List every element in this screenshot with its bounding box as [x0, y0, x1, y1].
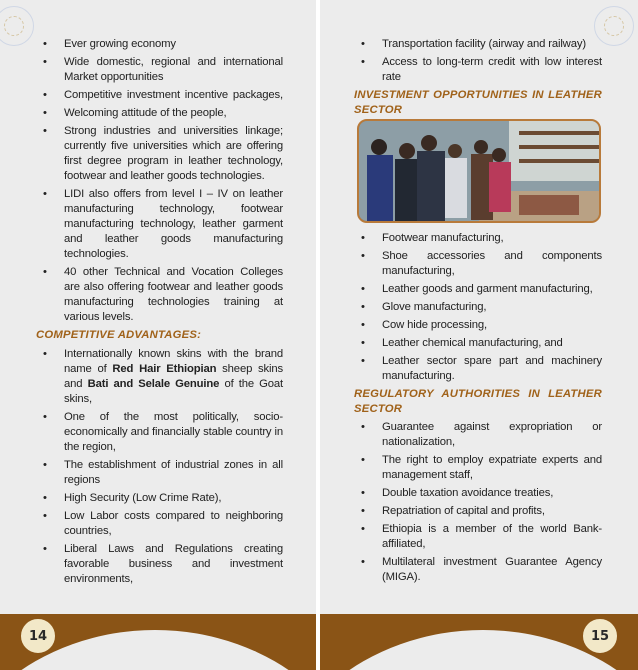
bullet-icon: •	[43, 38, 47, 50]
bullet-icon: •	[361, 556, 365, 568]
list-item: • Access to long-term credit with low interest rate	[361, 56, 602, 83]
list-item: • Guarantee against expropriation or nationalization,	[361, 421, 602, 448]
bullet-icon: •	[361, 421, 365, 433]
bullet-icon: •	[361, 319, 365, 331]
right-column-bottom	[356, 231, 602, 588]
right-page	[320, 0, 638, 670]
right-column-top	[356, 37, 602, 118]
list-item: • LIDI also offers from level I – IV on leather manufacturing technology, footwear manufacturing technology, leather garment and leather goods manufacturing technologies.	[43, 188, 283, 260]
bullet-icon: •	[361, 454, 365, 466]
bullet-icon: •	[361, 337, 365, 349]
list-item: • Low Labor costs compared to neighboring countries,	[43, 510, 283, 537]
bullet-icon: •	[43, 125, 47, 137]
opportunities-list	[356, 231, 602, 384]
bullet-icon: •	[43, 459, 47, 471]
bullet-icon: •	[361, 232, 365, 244]
bullet-icon: •	[43, 266, 47, 278]
page-number: 14	[18, 616, 58, 656]
list-item: • Leather sector spare part and machinery manufacturing.	[361, 355, 602, 382]
bullet-icon: •	[361, 38, 365, 50]
list-item: • Cow hide processing,	[361, 319, 488, 331]
list-item: • Competitive investment incentive packages,	[43, 89, 283, 101]
competitive-advantages-heading: COMPETITIVE ADVANTAGES:	[36, 329, 202, 341]
list-item: • Glove manufacturing,	[361, 301, 487, 313]
bullet-icon: •	[361, 301, 365, 313]
emblem-watermark-icon	[0, 6, 34, 46]
list-item: • Leather goods and garment manufacturing,	[361, 283, 593, 295]
list-item: • Liberal Laws and Regulations creating favorable business and investment environments,	[43, 543, 283, 585]
list-item: • Wide domestic, regional and international Market opportunities	[43, 56, 283, 83]
exhibition-photo-illustration	[359, 121, 601, 223]
list-item: • One of the most politically, socio-economically and financially stable country in the region,	[43, 411, 283, 453]
list-item: • The establishment of industrial zones in all regions	[43, 459, 283, 486]
bullet-icon: •	[43, 411, 47, 423]
brand-name: Bati and Selale Genuine	[87, 378, 220, 390]
list-item: • Footwear manufacturing,	[361, 232, 504, 244]
list-item: • Leather chemical manufacturing, and	[361, 337, 563, 349]
left-page	[0, 0, 316, 670]
bullet-icon: •	[43, 543, 47, 555]
list-item: • Repatriation of capital and profits,	[361, 505, 545, 517]
bullet-icon: •	[43, 188, 47, 200]
list-item: • The right to employ expatriate experts and management staff,	[361, 454, 602, 481]
bullet-icon: •	[361, 355, 365, 367]
bullet-icon: •	[43, 510, 47, 522]
list-item: • Welcoming attitude of the people,	[43, 107, 227, 119]
bullet-icon: •	[361, 283, 365, 295]
bullet-icon: •	[361, 56, 365, 68]
page-number: 15	[580, 616, 620, 656]
bullet-icon: •	[43, 89, 47, 101]
bullet-icon: •	[361, 250, 365, 262]
list-item: • Ethiopia is a member of the world Bank-affiliated,	[361, 523, 602, 550]
investment-opportunities-heading: INVESTMENT OPPORTUNITIES IN LEATHER SECTOR	[354, 89, 602, 116]
brand-name: Red Hair Ethiopian	[112, 363, 217, 375]
list-item: • Transportation facility (airway and railway)	[361, 38, 586, 50]
regulatory-authorities-heading: REGULATORY AUTHORITIES IN LEATHER SECTOR	[354, 388, 602, 415]
bullet-icon: •	[43, 107, 47, 119]
benefits-list	[38, 37, 283, 325]
list-item: • Strong industries and universities linkage; currently five universities which are offering first degree program in leather technology, footwear and leather goods technologies.	[43, 125, 283, 182]
bullet-icon: •	[43, 492, 47, 504]
list-item: • 40 other Technical and Vocation Colleges are also offering footwear and leather goods manufacturing technologies training at various levels.	[43, 266, 283, 323]
bullet-icon: •	[361, 487, 365, 499]
left-column	[38, 37, 283, 590]
leather-exhibition-photo	[357, 119, 601, 223]
bullet-icon: •	[43, 56, 47, 68]
list-item: • Ever growing economy	[43, 38, 176, 50]
list-item: • High Security (Low Crime Rate),	[43, 492, 222, 504]
list-item: • Shoe accessories and components manufacturing,	[361, 250, 602, 277]
bullet-icon: •	[361, 523, 365, 535]
advantages-list	[38, 347, 283, 587]
list-item: • Multilateral investment Guarantee Agency (MIGA).	[361, 556, 602, 583]
bullet-icon: •	[43, 348, 47, 360]
regulatory-list	[356, 420, 602, 585]
facilities-list	[356, 37, 602, 85]
list-item: • Internationally known skins with the brand name of Red Hair Ethiopian sheep skins and Bati and Selale Genuine of the Goat skins,	[43, 348, 284, 405]
bullet-icon: •	[361, 505, 365, 517]
list-item: • Double taxation avoidance treaties,	[361, 487, 554, 499]
